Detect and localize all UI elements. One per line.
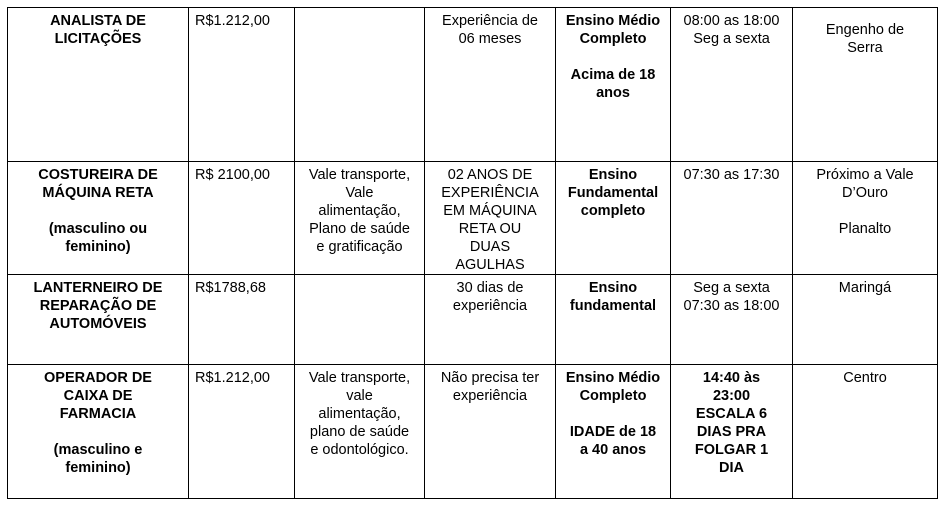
line-gap [14, 202, 182, 220]
benefit-line: Plano de saúde [309, 221, 410, 237]
job-title-cell [8, 162, 189, 275]
job-gender-note: feminino) [65, 239, 131, 255]
location-cell [793, 162, 938, 275]
education-line: Ensino [588, 167, 638, 183]
benefit-line: alimentação, [318, 203, 401, 219]
location-cell [793, 275, 938, 365]
job-row [8, 162, 938, 275]
benefit-line: Vale transporte, [308, 370, 411, 386]
experience-line: 02 ANOS DE [447, 167, 533, 183]
benefits-cell [295, 275, 425, 365]
experience-cell [425, 162, 556, 275]
experience-line: Não precisa ter [440, 370, 540, 386]
line-gap [562, 48, 664, 66]
salary-value: R$1.212,00 [195, 370, 270, 386]
education-line: Completo [579, 31, 647, 47]
line-gap [799, 202, 931, 220]
experience-line: experiência [452, 298, 528, 314]
benefit-line: Vale [345, 185, 374, 201]
job-title-line: COSTUREIRA DE [38, 167, 158, 183]
benefits-cell [295, 162, 425, 275]
job-title-line: ANALISTA DE [50, 13, 146, 29]
location-line: Próximo a Vale [816, 167, 914, 183]
job-title-line: OPERADOR DE [44, 370, 152, 386]
education-line: Ensino Médio [565, 370, 661, 386]
job-title-line: LANTERNEIRO DE [33, 280, 163, 296]
location-top-padding [799, 12, 931, 21]
education-cell [556, 275, 671, 365]
education-cell [556, 162, 671, 275]
job-title-line: AUTOMÓVEIS [49, 316, 147, 332]
job-title-cell [8, 365, 189, 499]
job-title-line: MÁQUINA RETA [42, 185, 154, 201]
location-extra-line: Planalto [838, 221, 892, 237]
benefit-line: alimentação, [318, 406, 401, 422]
schedule-line: 14:40 às [702, 370, 761, 386]
experience-line: Experiência de [442, 13, 538, 29]
schedule-cell [671, 8, 793, 162]
schedule-cell [671, 275, 793, 365]
job-title-line: REPARAÇÃO DE [39, 298, 157, 314]
job-title-line: LICITAÇÕES [54, 31, 142, 47]
line-gap [562, 405, 664, 423]
schedule-line: Seg a sexta [693, 31, 770, 47]
age-requirement-line: IDADE de 18 [569, 424, 657, 440]
experience-cell [425, 365, 556, 499]
salary-value: R$1.212,00 [195, 13, 270, 29]
education-cell [556, 8, 671, 162]
experience-cell [425, 275, 556, 365]
schedule-line: 07:30 as 17:30 [683, 167, 780, 183]
job-listings-table [7, 7, 938, 499]
schedule-line: DIA [719, 460, 744, 476]
schedule-line: 23:00 [712, 388, 751, 404]
experience-line: 06 meses [458, 31, 522, 47]
experience-line: EXPERIÊNCIA [441, 185, 539, 201]
salary-value: R$1788,68 [195, 280, 266, 296]
location-line: Maringá [838, 280, 892, 296]
salary-cell [189, 365, 295, 499]
job-title-cell [8, 8, 189, 162]
job-title-line: FARMACIA [59, 406, 137, 422]
location-line: Engenho de [825, 22, 905, 38]
schedule-line: 07:30 as 18:00 [683, 298, 780, 314]
location-cell [793, 8, 938, 162]
schedule-line: 08:00 as 18:00 [683, 13, 780, 29]
schedule-cell [671, 365, 793, 499]
benefits-cell [295, 365, 425, 499]
experience-line: DUAS [469, 239, 511, 255]
location-line: D’Ouro [842, 185, 888, 201]
education-line: Ensino [588, 280, 638, 296]
salary-cell [189, 275, 295, 365]
education-line: fundamental [569, 298, 657, 314]
schedule-line: FOLGAR 1 [694, 442, 769, 458]
location-line: Centro [843, 370, 887, 386]
job-gender-note: (masculino ou [48, 221, 148, 237]
experience-line: experiência [452, 388, 528, 404]
age-requirement-line: Acima de 18 [570, 67, 656, 83]
benefit-line: vale [346, 388, 373, 404]
experience-cell [425, 8, 556, 162]
job-gender-note: feminino) [65, 460, 131, 476]
salary-cell [189, 8, 295, 162]
education-cell [556, 365, 671, 499]
education-line: Fundamental [567, 185, 659, 201]
benefits-cell [295, 8, 425, 162]
job-row [8, 365, 938, 499]
job-row [8, 275, 938, 365]
benefit-line: e odontológico. [310, 442, 409, 458]
location-line: Serra [847, 40, 883, 56]
job-title-line: CAIXA DE [63, 388, 133, 404]
line-gap [14, 423, 182, 441]
benefit-line: e gratificação [316, 239, 403, 255]
schedule-line: DIAS PRA [696, 424, 767, 440]
education-line: Completo [579, 388, 647, 404]
experience-line: 30 dias de [456, 280, 524, 296]
job-table-body [8, 8, 938, 499]
job-title-cell [8, 275, 189, 365]
salary-value: R$ 2100,00 [195, 167, 270, 183]
schedule-cell [671, 162, 793, 275]
location-cell [793, 365, 938, 499]
benefit-line: plano de saúde [309, 424, 410, 440]
experience-line: EM MÁQUINA [443, 203, 537, 219]
age-requirement-line: anos [596, 85, 630, 101]
experience-line: AGULHAS [455, 257, 525, 273]
benefit-line: Vale transporte, [308, 167, 411, 183]
education-line: completo [580, 203, 646, 219]
age-requirement-line: a 40 anos [579, 442, 647, 458]
education-line: Ensino Médio [565, 13, 661, 29]
experience-line: RETA OU [458, 221, 522, 237]
salary-cell [189, 162, 295, 275]
job-gender-note: (masculino e [53, 442, 143, 458]
schedule-line: ESCALA 6 [695, 406, 768, 422]
job-row [8, 8, 938, 162]
schedule-line: Seg a sexta [693, 280, 770, 296]
